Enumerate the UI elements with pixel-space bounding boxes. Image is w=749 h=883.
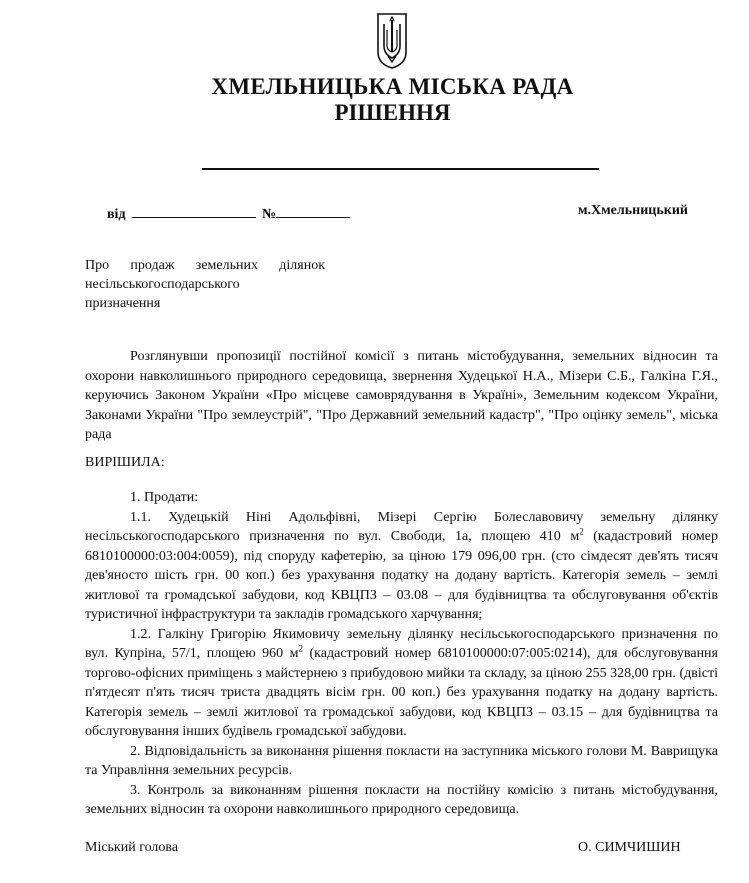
item-3-paragraph: 3. Контроль за виконанням рішення покласти на постійну комісію з питань містобудування, земельних відносин та охорони навколишнього природного середовища.	[85, 782, 718, 817]
signatory-title: Міський голова	[85, 840, 179, 855]
trident-coat-of-arms-icon	[376, 12, 408, 70]
header-divider	[202, 168, 599, 170]
date-label: від	[107, 207, 126, 222]
subject-line: Про продаж земельних ділянок	[85, 258, 325, 273]
resolution-items	[85, 488, 718, 820]
item-1-heading: 1. Продати:	[130, 490, 199, 505]
subject-line: несільськогосподарського	[85, 277, 240, 292]
date-blank	[132, 203, 256, 218]
document-type-title: РІШЕННЯ	[334, 100, 451, 125]
subject-line: призначення	[85, 296, 161, 311]
date-field	[107, 203, 256, 223]
item-2-paragraph: 2. Відповідальність за виконання рішення покласти на заступника міського голови М. Ваврищука та Управління земельних ресурсів.	[85, 743, 718, 778]
document-subject	[85, 256, 325, 313]
item-1-2-paragraph: 1.2. Галкіну Григорію Якимовичу земельну ділянку несільськогосподарського призначення по вул. Купріна, 57/1, площею 960 $м^2$ (кадастровий номер 6810100000:07:005:0214), для обслуговування торгово-офісних приміщень з майстернею з прибудовою мийки та складу, за ціною 255 328,00 грн. (двісті п'ятдесят п'ять тисяч триста двадцять вісім грн. 00 коп.) без урахування податку на додану вартість. Категорія земель – землі житлової та громадської забудови, код КВЦПЗ – 03.15 – для будівництва та обслуговування інших будівель громадської забудови.	[85, 626, 718, 739]
number-label: №	[262, 207, 277, 222]
signatory-name: О. СИМЧИШИН	[578, 840, 681, 855]
number-field	[262, 203, 350, 223]
resolved-heading: ВИРІШИЛА:	[85, 455, 165, 470]
preamble-paragraph: Розглянувши пропозиції постійної комісії з питань містобудування, земельних відносин та охорони навколишнього природного середовища, звернення Худецької Н.А., Мізери С.Б., Галкіна Г.Я., керуючись Законом України «Про місцеве самоврядування в Україні», Земельним кодексом України, Законами України "Про землеустрій", "Про Державний земельний кадастр", "Про оцінку земель", міська рада	[85, 349, 718, 442]
item-1-1-paragraph: 1.1. Худецькій Ніні Адольфівні, Мізері Сергію Болеславовичу земельну ділянку несільськогосподарського призначення по вул. Свободи, 1а, площею 410 $м^2$ (кадастровий номер 6810100000:03:004:0059), під споруду кафетерію, за ціною 179 096,00 грн. (сто сімдесят дев'ять тисяч дев'яносто шість грн. 00 коп.) без урахування податку на додану вартість. Категорія земель – землі житлової та громадської забудови, код КВЦПЗ – 03.08 – для будівництва та обслуговування об'єктів туристичної інфраструктури та закладів громадського харчування;	[85, 509, 719, 622]
city-label: м.Хмельницький	[578, 203, 688, 218]
number-blank	[276, 203, 350, 218]
council-title: ХМЕЛЬНИЦЬКА МІСЬКА РАДА	[211, 74, 574, 99]
